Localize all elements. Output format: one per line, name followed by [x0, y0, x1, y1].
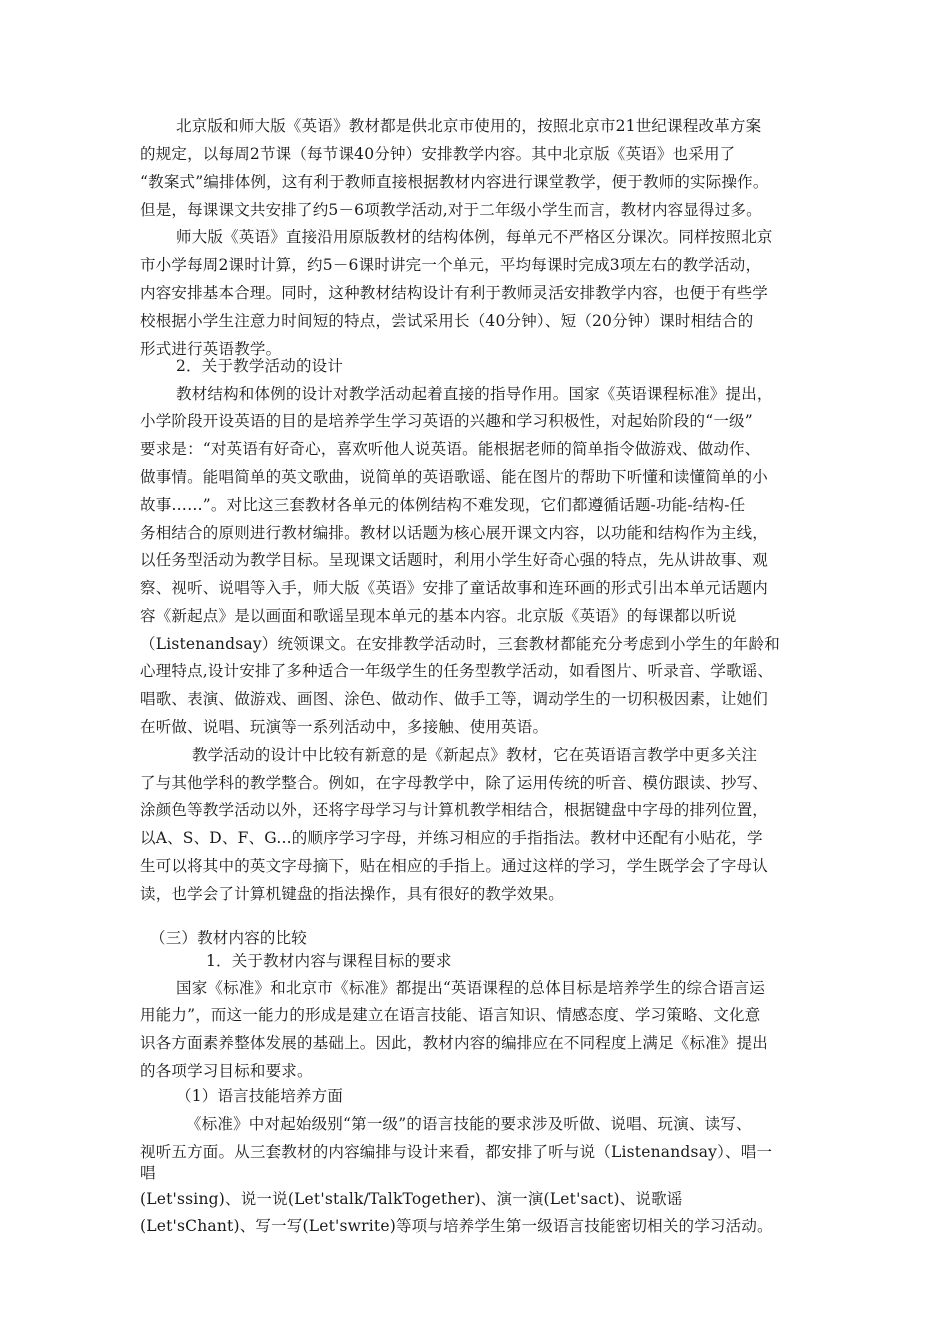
text-line: 师大版《英语》直接沿用原版教材的结构体例，每单元不严格区分课次。同样按照北京 [176, 228, 773, 246]
text-line: 察、视听、说唱等入手，师大版《英语》安排了童话故事和连环画的形式引出本单元话题内 [140, 579, 769, 597]
text-line: 教学活动的设计中比较有新意的是《新起点》教材，它在英语语言教学中更多关注 [192, 746, 758, 764]
text-line: 的规定，以每周2节课（每节课40分钟）安排教学内容。其中北京版《英语》也采用了 [140, 145, 736, 163]
text-line: 用能力”，而这一能力的形成是建立在语言技能、语言知识、情感态度、学习策略、文化意 [140, 1006, 761, 1024]
text-line: 识各方面素养整体发展的基础上。因此，教材内容的编排应在不同程度上满足《标准》提出 [140, 1034, 769, 1052]
section-heading: 2．关于教学活动的设计 [176, 357, 344, 375]
text-line: “教案式”编排体例，这有利于教师直接根据教材内容进行课堂教学，便于教师的实际操作。 [140, 173, 769, 191]
text-line: 校根据小学生注意力时间短的特点，尝试采用长（40分钟）、短（20分钟）课时相结合的 [140, 312, 754, 330]
text-line: 做事情。能唱简单的英文歌曲，说简单的英语歌谣、能在图片的帮助下听懂和读懂简单的小 [140, 468, 769, 486]
text-line: 故事……”。对比这三套教材各单元的体例结构不难发现，它们都遵循话题-功能-结构-任 [140, 496, 746, 514]
subsection-heading: （1）语言技能培养方面 [176, 1087, 344, 1105]
text-line: 国家《标准》和北京市《标准》都提出“英语课程的总体目标是培养学生的综合语言运 [176, 979, 766, 997]
text-line: 小学阶段开设英语的目的是培养学生学习英语的兴趣和学习积极性，对起始阶段的“一级” [140, 412, 753, 430]
text-line: 唱 [140, 1164, 156, 1182]
text-line: 教材结构和体例的设计对教学活动起着直接的指导作用。国家《英语课程标准》提出， [176, 385, 773, 403]
text-line: 内容安排基本合理。同时，这种教材结构设计有利于教师灵活安排教学内容，也便于有些学 [140, 284, 769, 302]
text-line: 读，也学会了计算机键盘的指法操作，具有很好的教学效果。 [140, 885, 564, 903]
text-line: 以任务型活动为教学目标。呈现课文话题时，利用小学生好奇心强的特点，先从讲故事、观 [140, 551, 769, 569]
text-line: （Listenandsay）统领课文。在安排教学活动时，三套教材都能充分考虑到小学生的年龄和 [140, 635, 780, 653]
text-line: 市小学每周2课时计算，约5－6课时讲完一个单元，平均每课时完成3项左右的教学活动， [140, 256, 762, 274]
text-line: 唱歌、表演、做游戏、画图、涂色、做动作、做手工等，调动学生的一切积极因素，让她们 [140, 690, 769, 708]
text-line: 要求是：“对英语有好奇心，喜欢听他人说英语。能根据老师的简单指令做游戏、做动作、 [140, 440, 761, 458]
text-line: 涂颜色等教学活动以外，还将字母学习与计算机教学相结合，根据键盘中字母的排列位置， [140, 801, 769, 819]
text-line: 北京版和师大版《英语》教材都是供北京市使用的，按照北京市21世纪课程改革方案 [176, 117, 762, 135]
text-line: 务相结合的原则进行教材编排。教材以话题为核心展开课文内容，以功能和结构作为主线， [140, 524, 769, 542]
section-heading: （三）教材内容的比较 [150, 929, 308, 947]
text-line: 的各项学习目标和要求。 [140, 1062, 313, 1080]
text-line: 《标准》中对起始级别“第一级”的语言技能的要求涉及听做、说唱、玩演、读写、 [186, 1115, 752, 1133]
text-line: 形式进行英语教学。 [140, 340, 282, 358]
text-line: 心理特点,设计安排了多种适合一年级学生的任务型教学活动，如看图片、听录音、学歌谣、 [140, 662, 774, 680]
text-line: 但是，每课课文共安排了约5－6项教学活动,对于二年级小学生而言，教材内容显得过多。 [140, 201, 762, 219]
text-line: 在听做、说唱、玩演等一系列活动中，多接触、使用英语。 [140, 718, 549, 736]
text-line: 了与其他学科的教学整合。例如，在字母教学中，除了运用传统的听音、模仿跟读、抄写、 [140, 774, 769, 792]
subsection-heading: 1．关于教材内容与课程目标的要求 [206, 952, 452, 970]
text-line: 以A、S、D、F、G...的顺序学习字母，并练习相应的手指指法。教材中还配有小贴花，学 [140, 829, 763, 847]
text-line: (Let'ssing)、说一说(Let'stalk/TalkTogether)、演一演(Let'sact)、说歌谣 [140, 1190, 683, 1208]
text-line: (Let'sChant)、写一写(Let'swrite)等项与培养学生第一级语言技能密切相关的学习活动。 [140, 1217, 773, 1235]
text-line: 容《新起点》是以画面和歌谣呈现本单元的基本内容。北京版《英语》的每课都以听说 [140, 607, 737, 625]
text-line: 生可以将其中的英文字母摘下，贴在相应的手指上。通过这样的学习，学生既学会了字母认 [140, 857, 769, 875]
text-line: 视听五方面。从三套教材的内容编排与设计来看，都安排了听与说（Listenandsay）、唱一 [140, 1143, 773, 1161]
